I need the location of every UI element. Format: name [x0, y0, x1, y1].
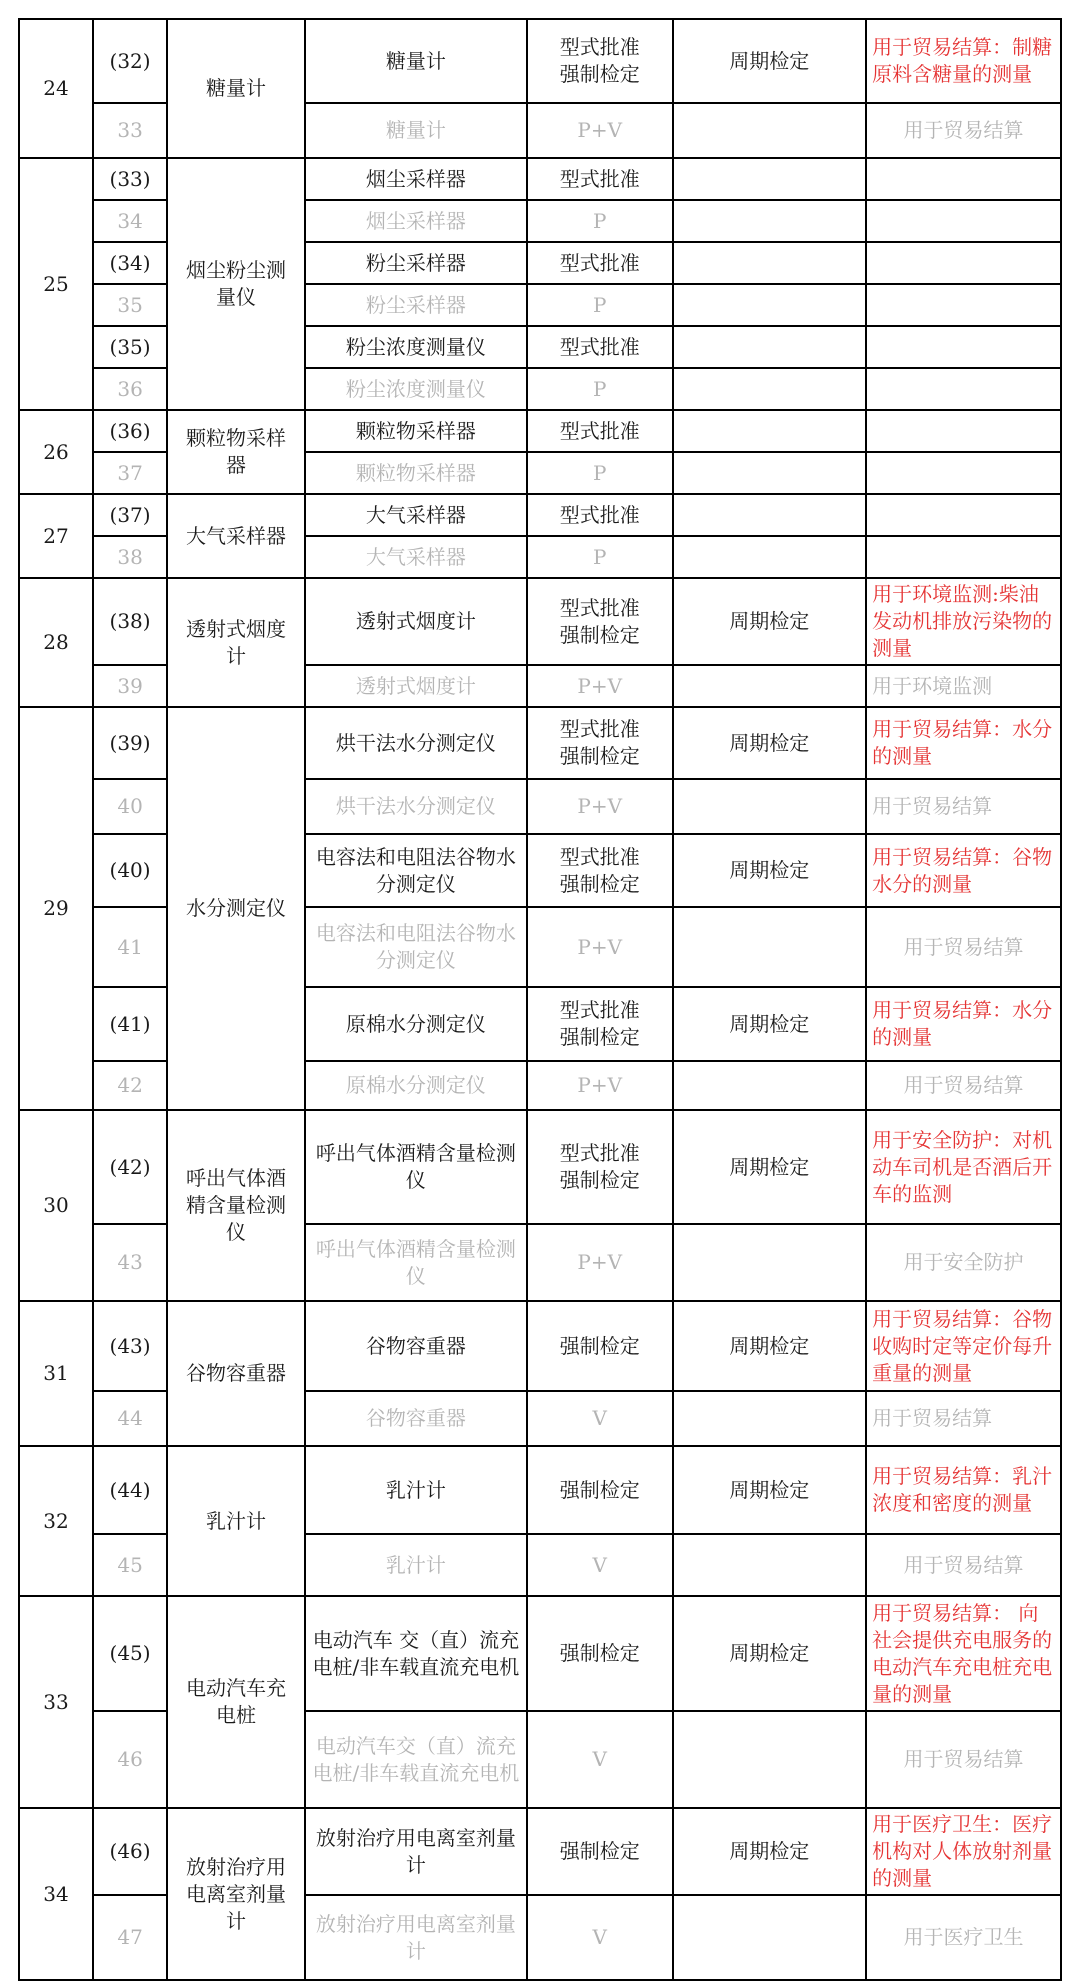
usage-note-cell: 用于贸易结算：制糖原料含糖量的测量 — [866, 19, 1061, 103]
item-number-cell: (32) — [93, 19, 167, 103]
instrument-name-cell: 呼出气体酒精含量检测仪 — [305, 1224, 527, 1301]
verification-type-cell — [673, 1224, 867, 1301]
management-mode-cell: 型式批准 — [527, 494, 673, 536]
item-number-cell: (40) — [93, 834, 167, 907]
instrument-name-cell: 烟尘采样器 — [305, 200, 527, 242]
category-cell: 透射式烟度计 — [167, 578, 305, 707]
verification-type-cell — [673, 158, 867, 200]
item-number-cell: 34 — [93, 200, 167, 242]
usage-note-cell: 用于贸易结算 — [866, 103, 1061, 158]
instrument-name-cell: 电动汽车交（直）流充电桩/非车载直流充电机 — [305, 1711, 527, 1808]
management-mode-cell: 型式批准 — [527, 242, 673, 284]
verification-type-cell: 周期检定 — [673, 578, 867, 665]
management-mode-cell: P — [527, 536, 673, 578]
instrument-name-cell: 原棉水分测定仪 — [305, 1061, 527, 1110]
usage-note-cell: 用于环境监测 — [866, 665, 1061, 707]
group-number-cell: 27 — [19, 494, 93, 578]
management-mode-cell: 型式批准 — [527, 326, 673, 368]
category-cell: 颗粒物采样器 — [167, 410, 305, 494]
table-row — [19, 1301, 1061, 1391]
item-number-cell: 38 — [93, 536, 167, 578]
instrument-name-cell: 大气采样器 — [305, 494, 527, 536]
table-row — [19, 410, 1061, 452]
instrument-name-cell: 呼出气体酒精含量检测仪 — [305, 1110, 527, 1224]
usage-note-cell — [866, 536, 1061, 578]
usage-note-cell: 用于安全防护：对机动车司机是否酒后开车的监测 — [866, 1110, 1061, 1224]
instrument-name-cell: 电容法和电阻法谷物水分测定仪 — [305, 834, 527, 907]
instrument-name-cell: 颗粒物采样器 — [305, 410, 527, 452]
verification-type-cell — [673, 326, 867, 368]
management-mode-cell: 型式批准 — [527, 158, 673, 200]
usage-note-cell: 用于环境监测:柴油发动机排放污染物的测量 — [866, 578, 1061, 665]
category-cell: 呼出气体酒精含量检测仪 — [167, 1110, 305, 1301]
category-cell: 谷物容重器 — [167, 1301, 305, 1446]
instrument-name-cell: 电容法和电阻法谷物水分测定仪 — [305, 907, 527, 987]
verification-type-cell — [673, 452, 867, 494]
verification-type-cell: 周期检定 — [673, 1596, 867, 1711]
item-number-cell: (45) — [93, 1596, 167, 1711]
table-row — [19, 578, 1061, 665]
item-number-cell: 42 — [93, 1061, 167, 1110]
item-number-cell: (42) — [93, 1110, 167, 1224]
usage-note-cell: 用于贸易结算： 向社会提供充电服务的电动汽车充电桩充电量的测量 — [866, 1596, 1061, 1711]
management-mode-cell: 型式批准 强制检定 — [527, 19, 673, 103]
item-number-cell: (39) — [93, 707, 167, 779]
group-number-cell: 29 — [19, 707, 93, 1110]
management-mode-cell: P — [527, 284, 673, 326]
verification-type-cell — [673, 200, 867, 242]
verification-type-cell — [673, 103, 867, 158]
instrument-name-cell: 糖量计 — [305, 103, 527, 158]
management-mode-cell: P+V — [527, 1061, 673, 1110]
usage-note-cell — [866, 242, 1061, 284]
category-cell: 电动汽车充电桩 — [167, 1596, 305, 1808]
usage-note-cell — [866, 158, 1061, 200]
group-number-cell: 34 — [19, 1808, 93, 1980]
management-mode-cell: P — [527, 368, 673, 410]
verification-type-cell: 周期检定 — [673, 19, 867, 103]
category-cell: 糖量计 — [167, 19, 305, 158]
management-mode-cell: P+V — [527, 1224, 673, 1301]
item-number-cell: (35) — [93, 326, 167, 368]
verification-type-cell: 周期检定 — [673, 1110, 867, 1224]
instrument-name-cell: 粉尘采样器 — [305, 284, 527, 326]
verification-type-cell: 周期检定 — [673, 1301, 867, 1391]
usage-note-cell — [866, 368, 1061, 410]
verification-type-cell — [673, 1391, 867, 1446]
verification-type-cell — [673, 1895, 867, 1980]
management-mode-cell: 强制检定 — [527, 1596, 673, 1711]
instrument-name-cell: 原棉水分测定仪 — [305, 987, 527, 1061]
category-cell: 大气采样器 — [167, 494, 305, 578]
management-mode-cell: 型式批准 强制检定 — [527, 1110, 673, 1224]
item-number-cell: 35 — [93, 284, 167, 326]
verification-type-cell: 周期检定 — [673, 1446, 867, 1534]
management-mode-cell: 型式批准 强制检定 — [527, 987, 673, 1061]
usage-note-cell: 用于贸易结算：乳汁浓度和密度的测量 — [866, 1446, 1061, 1534]
item-number-cell: 37 — [93, 452, 167, 494]
group-number-cell: 25 — [19, 158, 93, 410]
verification-type-cell — [673, 665, 867, 707]
verification-type-cell — [673, 284, 867, 326]
verification-type-cell — [673, 494, 867, 536]
management-mode-cell: V — [527, 1711, 673, 1808]
instrument-name-cell: 乳汁计 — [305, 1534, 527, 1596]
item-number-cell: 33 — [93, 103, 167, 158]
item-number-cell: (41) — [93, 987, 167, 1061]
verification-type-cell — [673, 907, 867, 987]
usage-note-cell: 用于贸易结算：谷物收购时定等定价每升重量的测量 — [866, 1301, 1061, 1391]
table-row — [19, 1446, 1061, 1534]
usage-note-cell: 用于贸易结算：水分的测量 — [866, 707, 1061, 779]
instrument-name-cell: 粉尘浓度测量仪 — [305, 368, 527, 410]
management-mode-cell: V — [527, 1391, 673, 1446]
verification-type-cell — [673, 1711, 867, 1808]
management-mode-cell: 型式批准 强制检定 — [527, 578, 673, 665]
item-number-cell: (46) — [93, 1808, 167, 1895]
management-mode-cell: 强制检定 — [527, 1808, 673, 1895]
group-number-cell: 28 — [19, 578, 93, 707]
group-number-cell: 32 — [19, 1446, 93, 1596]
usage-note-cell: 用于贸易结算 — [866, 1711, 1061, 1808]
management-mode-cell: P+V — [527, 779, 673, 834]
item-number-cell: (34) — [93, 242, 167, 284]
instrument-name-cell: 透射式烟度计 — [305, 578, 527, 665]
table-row — [19, 1110, 1061, 1224]
table-row — [19, 707, 1061, 779]
management-mode-cell: V — [527, 1534, 673, 1596]
table-row — [19, 494, 1061, 536]
verification-type-cell — [673, 410, 867, 452]
instrument-name-cell: 烟尘采样器 — [305, 158, 527, 200]
item-number-cell: (43) — [93, 1301, 167, 1391]
management-mode-cell: 型式批准 — [527, 410, 673, 452]
usage-note-cell — [866, 452, 1061, 494]
usage-note-cell: 用于医疗卫生 — [866, 1895, 1061, 1980]
instrument-name-cell: 糖量计 — [305, 19, 527, 103]
table-row — [19, 158, 1061, 200]
verification-type-cell — [673, 242, 867, 284]
category-cell: 放射治疗用电离室剂量计 — [167, 1808, 305, 1980]
item-number-cell: (33) — [93, 158, 167, 200]
instrument-name-cell: 透射式烟度计 — [305, 665, 527, 707]
item-number-cell: 47 — [93, 1895, 167, 1980]
usage-note-cell: 用于贸易结算：谷物水分的测量 — [866, 834, 1061, 907]
instrument-name-cell: 电动汽车 交（直）流充电桩/非车载直流充电机 — [305, 1596, 527, 1711]
instrument-name-cell: 谷物容重器 — [305, 1391, 527, 1446]
management-mode-cell: P — [527, 452, 673, 494]
verification-type-cell — [673, 368, 867, 410]
usage-note-cell: 用于医疗卫生：医疗机构对人体放射剂量的测量 — [866, 1808, 1061, 1895]
instrument-name-cell: 烘干法水分测定仪 — [305, 779, 527, 834]
item-number-cell: 40 — [93, 779, 167, 834]
management-mode-cell: 强制检定 — [527, 1446, 673, 1534]
group-number-cell: 26 — [19, 410, 93, 494]
item-number-cell: 39 — [93, 665, 167, 707]
table-row — [19, 1596, 1061, 1711]
group-number-cell: 30 — [19, 1110, 93, 1301]
item-number-cell: (36) — [93, 410, 167, 452]
instrument-name-cell: 放射治疗用电离室剂量计 — [305, 1808, 527, 1895]
management-mode-cell: 型式批准 强制检定 — [527, 707, 673, 779]
category-cell: 乳汁计 — [167, 1446, 305, 1596]
item-number-cell: 45 — [93, 1534, 167, 1596]
verification-type-cell: 周期检定 — [673, 1808, 867, 1895]
usage-note-cell — [866, 284, 1061, 326]
table-row — [19, 1808, 1061, 1895]
verification-type-cell: 周期检定 — [673, 834, 867, 907]
management-mode-cell: P+V — [527, 907, 673, 987]
verification-type-cell — [673, 779, 867, 834]
item-number-cell: (37) — [93, 494, 167, 536]
verification-type-cell: 周期检定 — [673, 987, 867, 1061]
usage-note-cell: 用于贸易结算：水分的测量 — [866, 987, 1061, 1061]
category-cell: 水分测定仪 — [167, 707, 305, 1110]
usage-note-cell: 用于贸易结算 — [866, 1534, 1061, 1596]
category-cell: 烟尘粉尘测量仪 — [167, 158, 305, 410]
usage-note-cell: 用于贸易结算 — [866, 907, 1061, 987]
group-number-cell: 24 — [19, 19, 93, 158]
instrument-name-cell: 谷物容重器 — [305, 1301, 527, 1391]
instrument-name-cell: 大气采样器 — [305, 536, 527, 578]
item-number-cell: 43 — [93, 1224, 167, 1301]
item-number-cell: (44) — [93, 1446, 167, 1534]
item-number-cell: 41 — [93, 907, 167, 987]
verification-type-cell — [673, 1061, 867, 1110]
management-mode-cell: 型式批准 强制检定 — [527, 834, 673, 907]
verification-type-cell: 周期检定 — [673, 707, 867, 779]
usage-note-cell — [866, 326, 1061, 368]
usage-note-cell: 用于贸易结算 — [866, 1391, 1061, 1446]
verification-type-cell — [673, 1534, 867, 1596]
instrument-name-cell: 粉尘采样器 — [305, 242, 527, 284]
instrument-name-cell: 粉尘浓度测量仪 — [305, 326, 527, 368]
item-number-cell: 46 — [93, 1711, 167, 1808]
usage-note-cell — [866, 200, 1061, 242]
item-number-cell: 36 — [93, 368, 167, 410]
item-number-cell: 44 — [93, 1391, 167, 1446]
verification-type-cell — [673, 536, 867, 578]
usage-note-cell: 用于安全防护 — [866, 1224, 1061, 1301]
group-number-cell: 33 — [19, 1596, 93, 1808]
table-row — [19, 19, 1061, 103]
management-mode-cell: 强制检定 — [527, 1301, 673, 1391]
management-mode-cell: V — [527, 1895, 673, 1980]
instrument-name-cell: 烘干法水分测定仪 — [305, 707, 527, 779]
instrument-name-cell: 放射治疗用电离室剂量计 — [305, 1895, 527, 1980]
management-mode-cell: P+V — [527, 103, 673, 158]
group-number-cell: 31 — [19, 1301, 93, 1446]
usage-note-cell: 用于贸易结算 — [866, 1061, 1061, 1110]
usage-note-cell — [866, 494, 1061, 536]
usage-note-cell — [866, 410, 1061, 452]
management-mode-cell: P+V — [527, 665, 673, 707]
instrument-name-cell: 乳汁计 — [305, 1446, 527, 1534]
item-number-cell: (38) — [93, 578, 167, 665]
management-mode-cell: P — [527, 200, 673, 242]
instrument-catalog-table — [18, 18, 1062, 1981]
usage-note-cell: 用于贸易结算 — [866, 779, 1061, 834]
instrument-name-cell: 颗粒物采样器 — [305, 452, 527, 494]
